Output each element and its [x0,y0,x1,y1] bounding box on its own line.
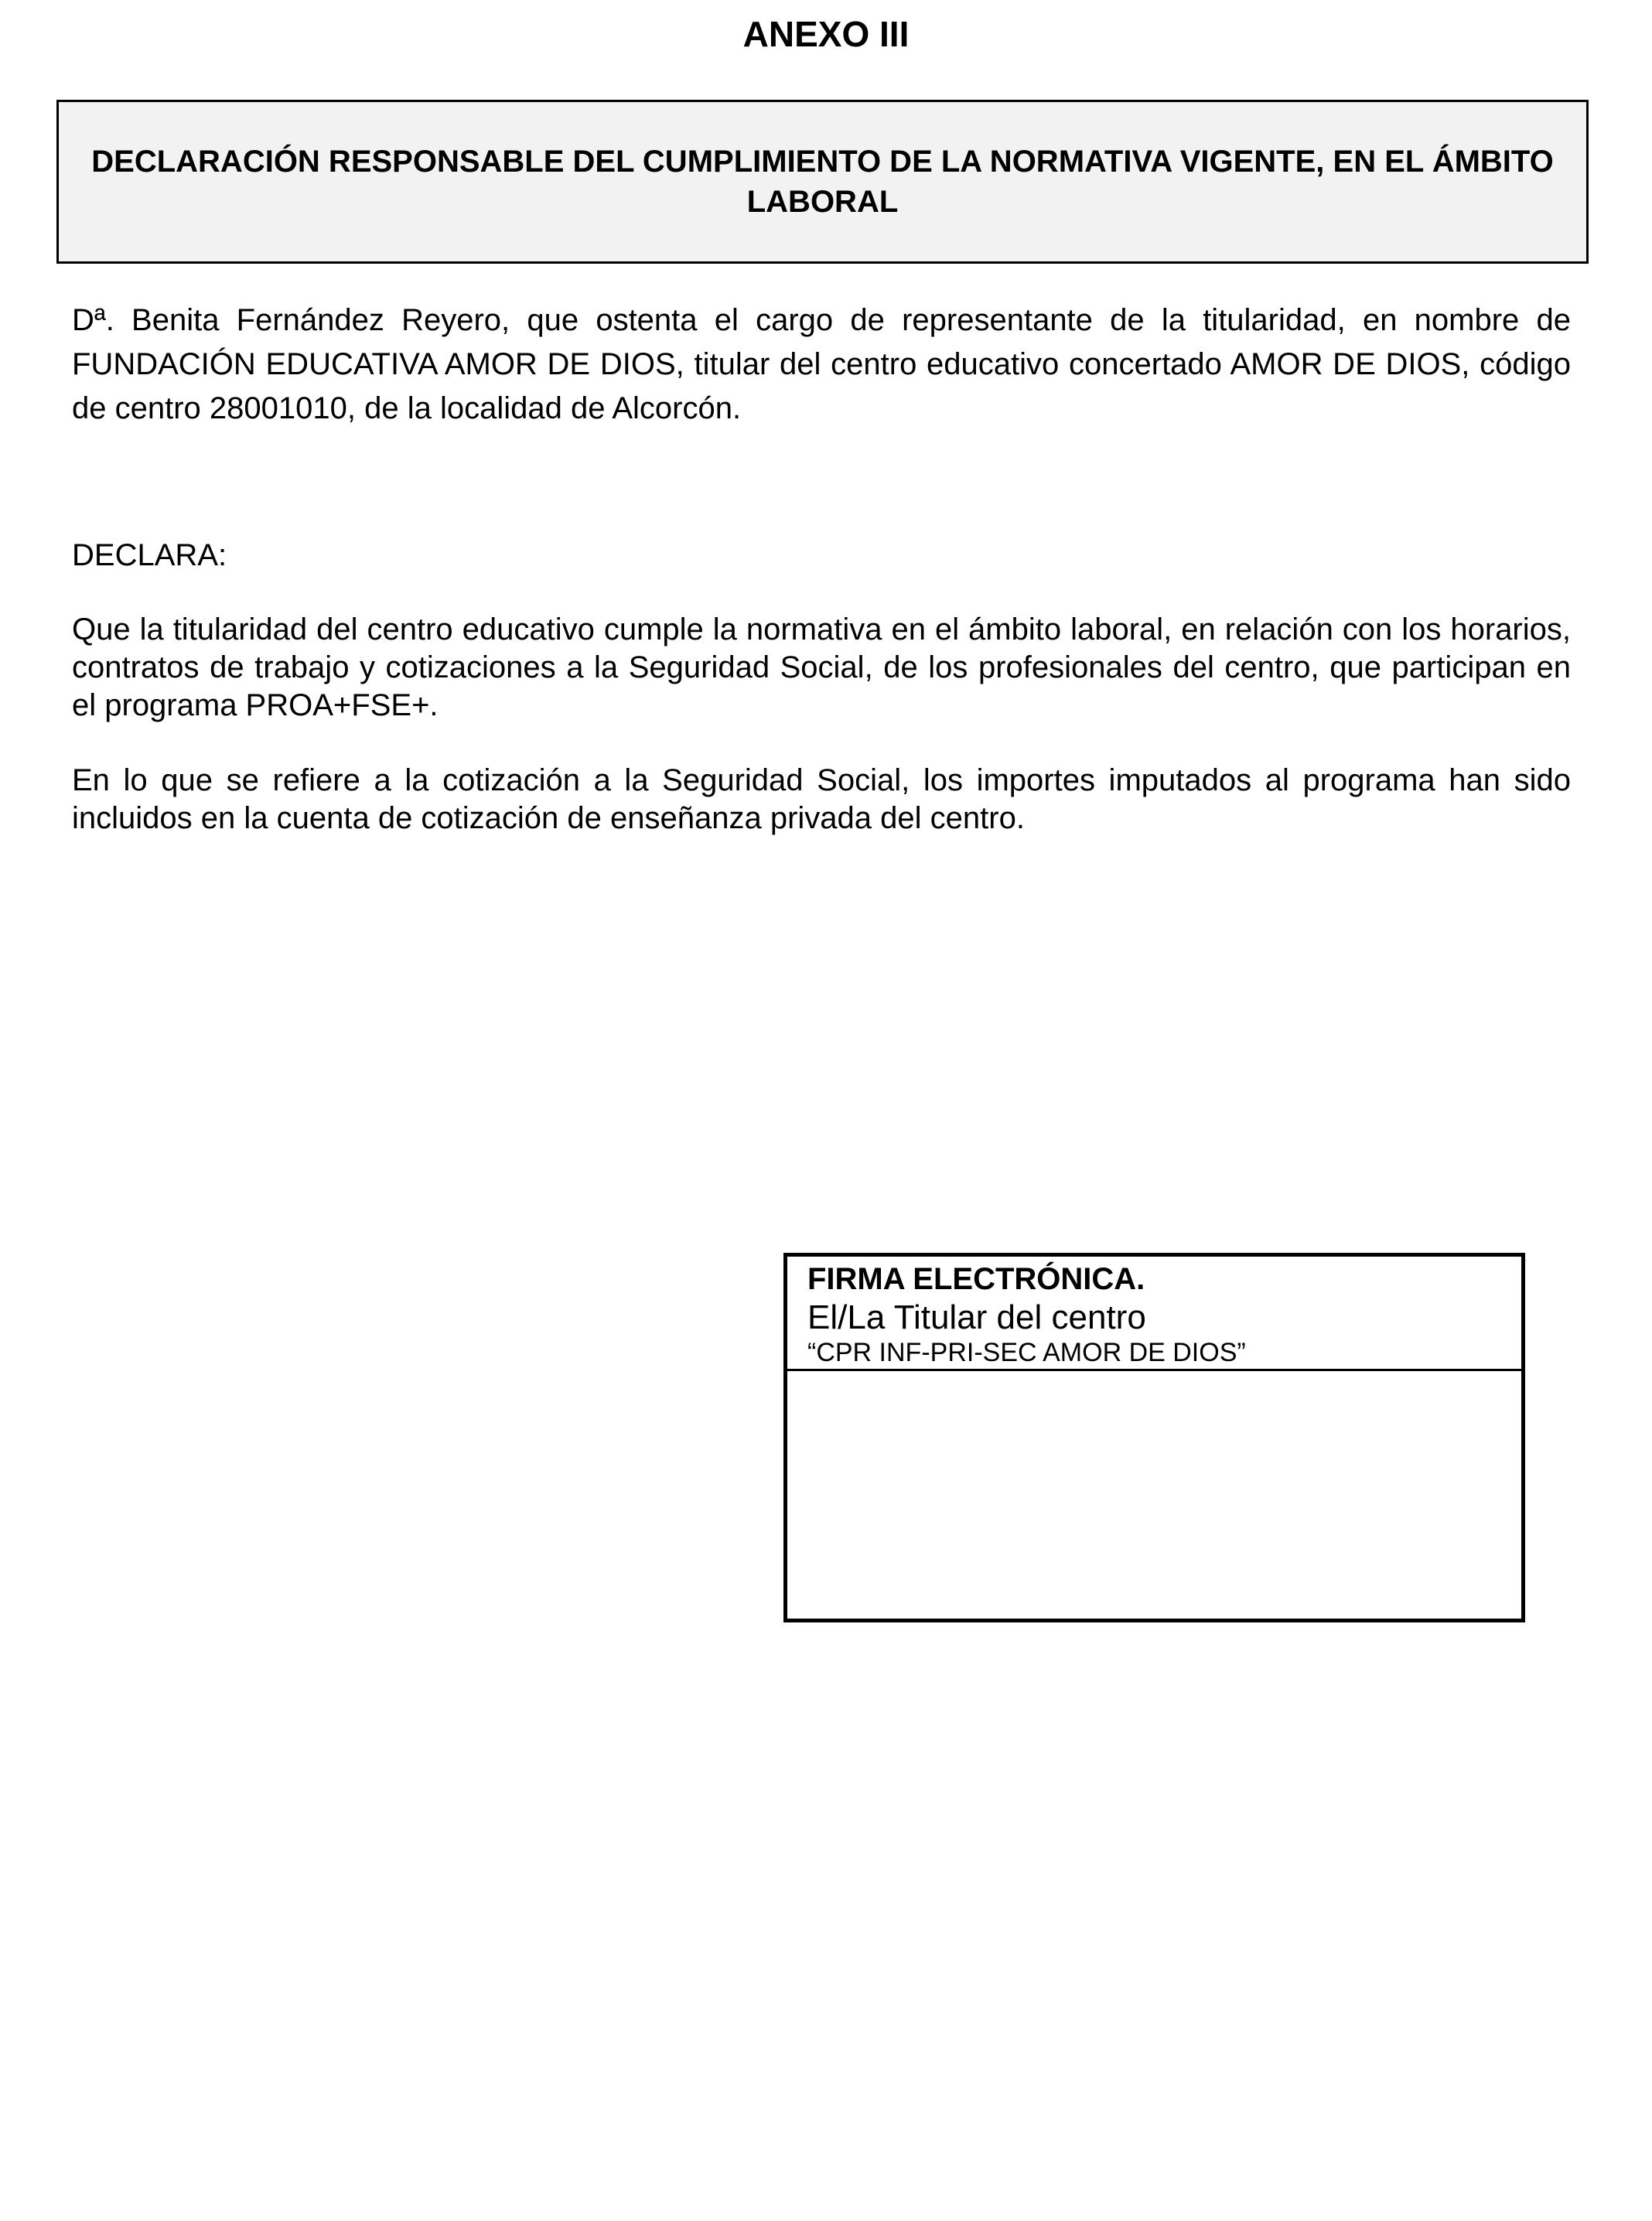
declaration-paragraph-1: Que la titularidad del centro educativo cumple la normativa en el ámbito laboral, en relación con los horarios, contratos de trabajo y cotizaciones a la Seguridad Social, de los profesionales del centro, que participan en el programa PROA+FSE+. [72,612,1571,722]
signature-box [783,1253,1525,1622]
signer-role: El/La Titular del centro [807,1298,1146,1336]
signature-area[interactable] [787,1371,1521,1619]
signature-label: FIRMA ELECTRÓNICA. [807,1262,1145,1296]
intro-paragraph: Dª. Benita Fernández Reyero, que ostenta el cargo de representante de la titularidad, en nombre de FUNDACIÓN EDUCATIVA AMOR DE DIOS, titular del centro educativo concertado AMOR DE DIOS, código de centro 28001010, de la localidad de Alcorcón. [72,303,1571,425]
center-name: “CPR INF-PRI-SEC AMOR DE DIOS” [807,1338,1246,1367]
signature-header [787,1257,1521,1371]
declaration-paragraph-2: En lo que se refiere a la cotización a la Seguridad Social, los importes imputados al programa han sido incluidos en la cuenta de cotización de enseñanza privada del centro. [72,763,1571,835]
declara-label: DECLARA: [72,538,227,572]
annex-title: ANEXO III [742,14,910,54]
document-heading: DECLARACIÓN RESPONSABLE DEL CUMPLIMIENTO DE LA NORMATIVA VIGENTE, EN EL ÁMBITO LABORAL [91,145,1554,219]
heading-box [56,100,1589,264]
